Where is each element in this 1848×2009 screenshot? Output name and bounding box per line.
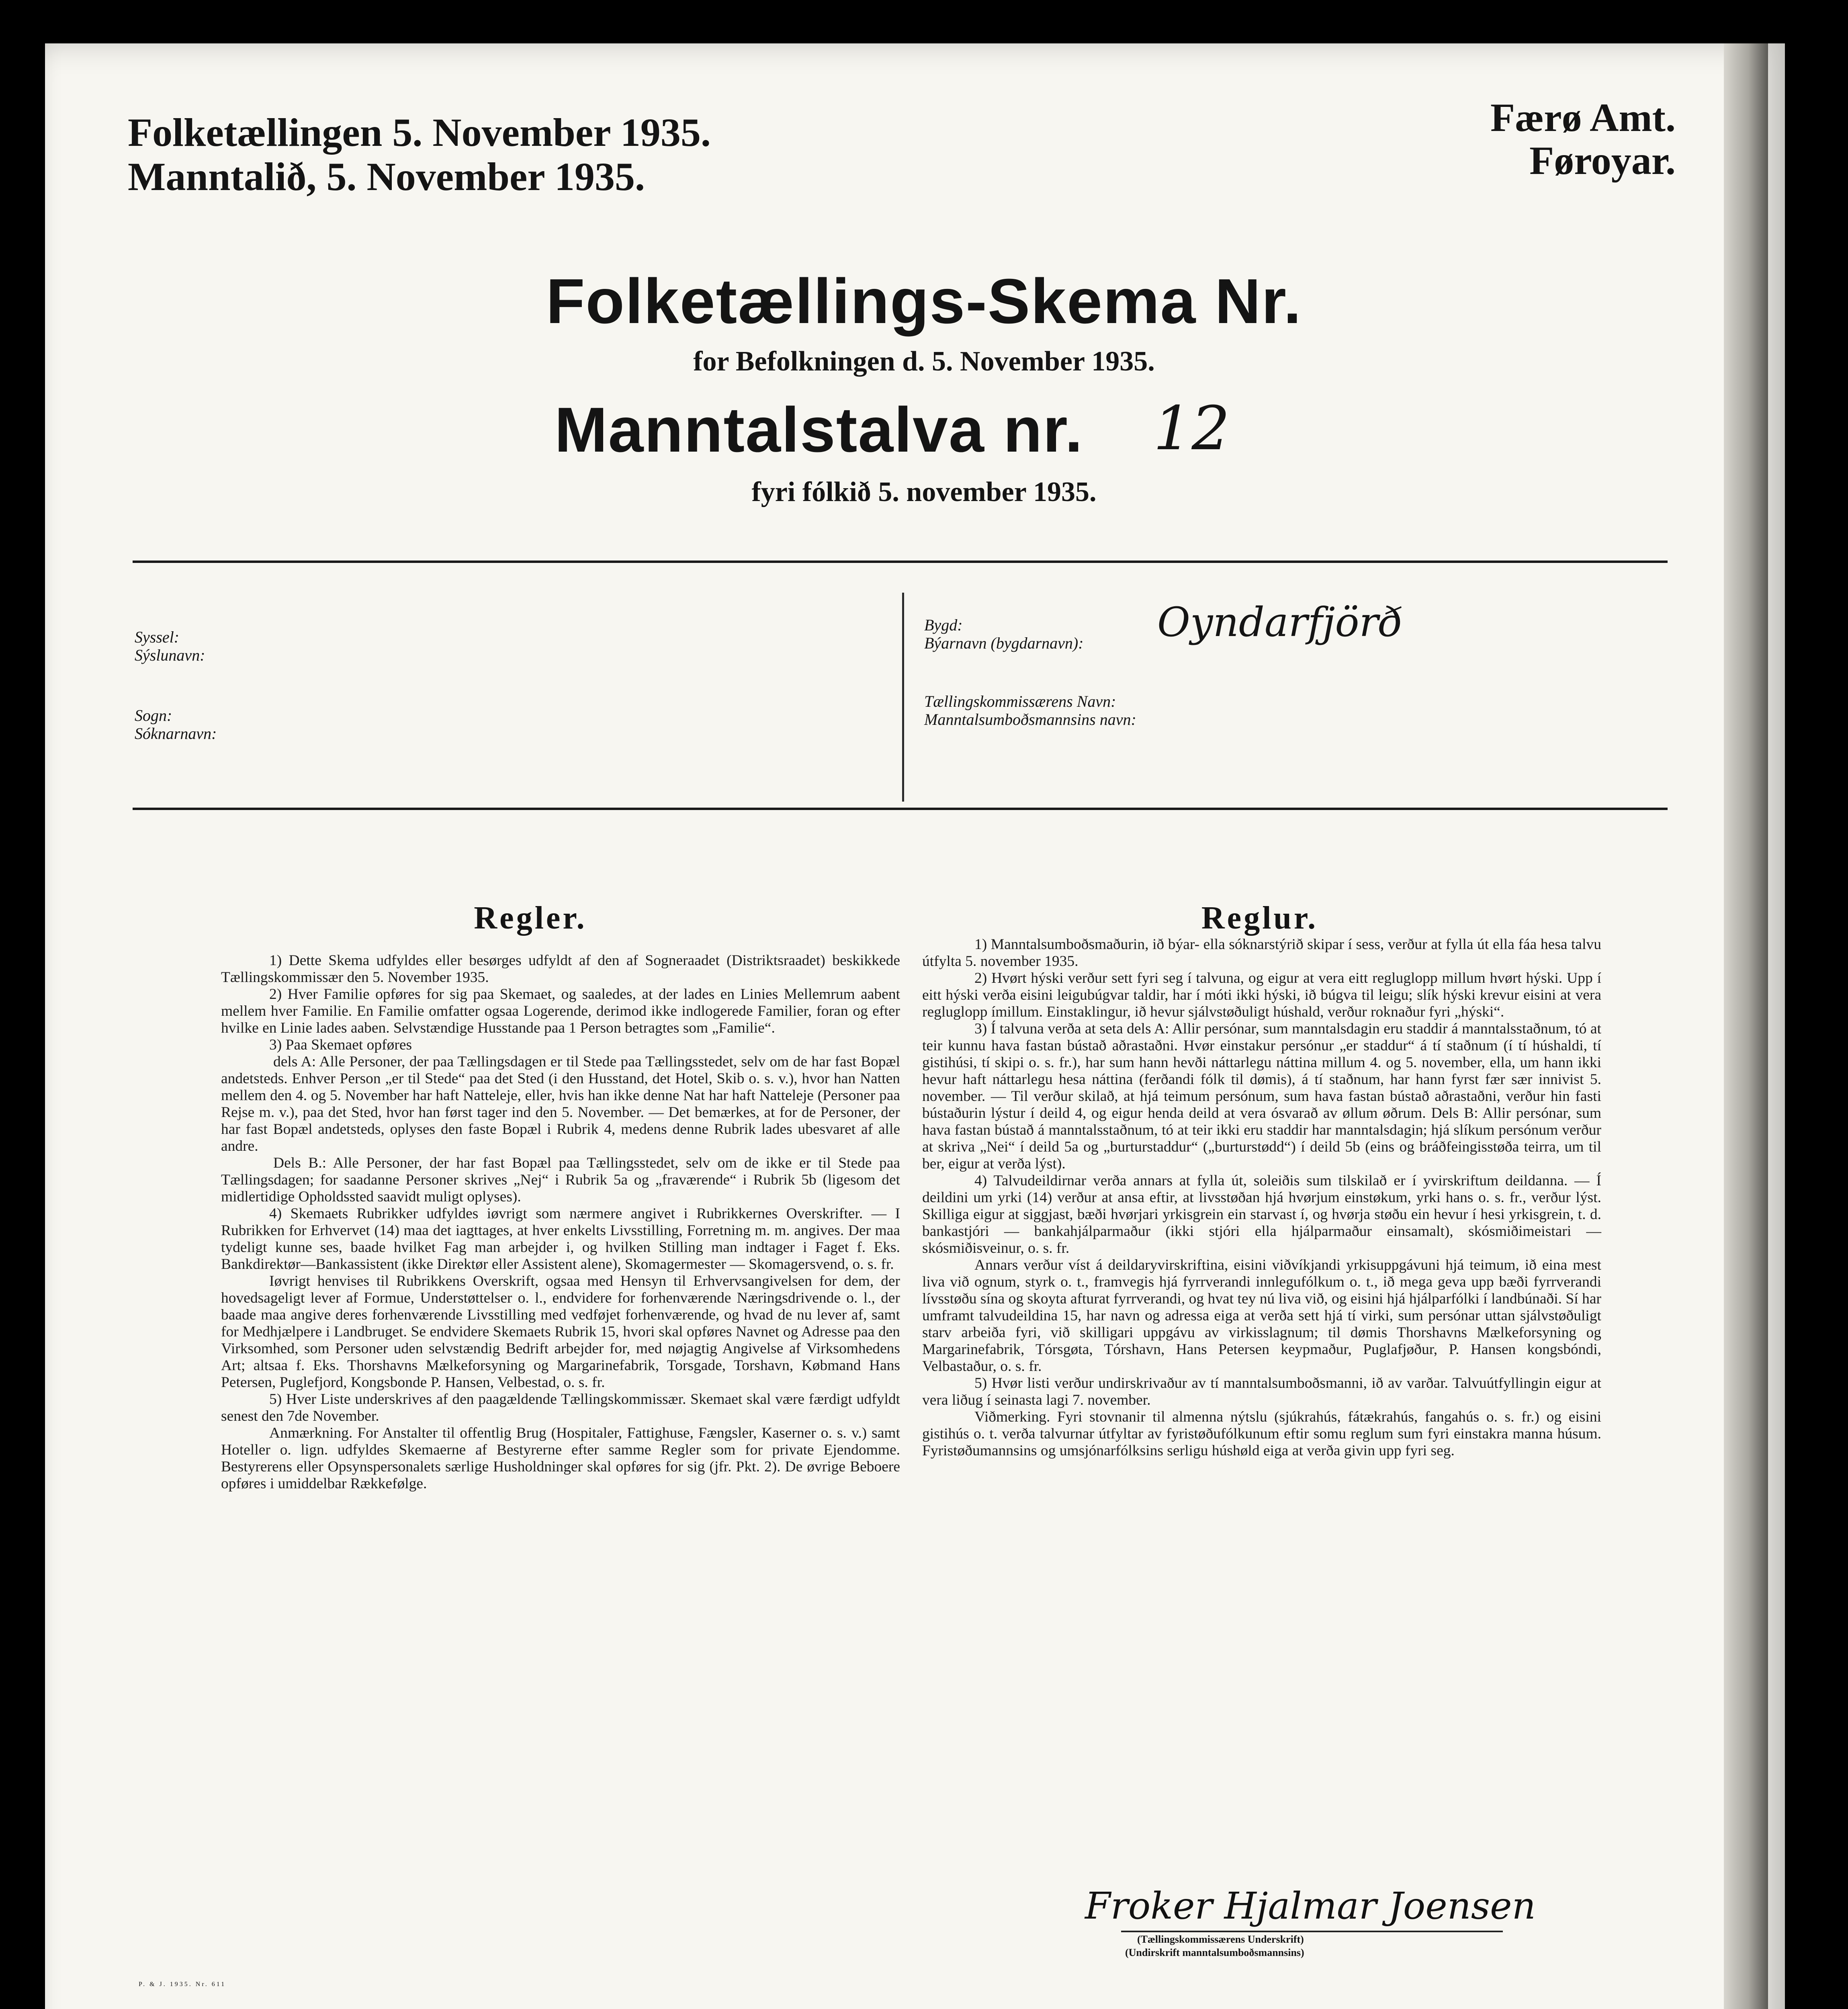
regler-paragraph: 3) Paa Skemaet opføres xyxy=(269,1037,412,1053)
sogn-label: Sogn: xyxy=(135,706,172,724)
field-divider xyxy=(902,593,904,802)
binding-edge xyxy=(1724,43,1768,2009)
header-left-line2: Manntalið, 5. November 1935. xyxy=(128,154,645,199)
form-title-faroese: Manntalstalva nr. xyxy=(555,395,1083,465)
reglur-body xyxy=(922,936,1601,1459)
form-subtitle-faroese: fyri fólkið 5. november 1935. xyxy=(751,477,1097,507)
printer-imprint: P. & J. 1935. Nr. 611 xyxy=(139,1981,226,1988)
bygd-value-handwritten: Oyndarfjörð xyxy=(1157,599,1403,646)
regler-heading: Regler. xyxy=(474,900,587,936)
reglur-paragraph: 4) Talvudeildirnar verða annars at fylla út, soleiðis sum tilskilað er í yvirskriftum deildanna. — Í deildini um yrki (14) verður at ansa eftir, at livsstøðan hjá hvørjum einstøkum, yrki hans o. s. fr., verður lýst. Skilliga eigur at siggjast, bæði hvørjari yrkisgrein ein starvast í, og hvørja støðu ein hevur í hesi yrkisgrein, t. d. bankastjóri — bankahjálparmaður (ikki stjóri ella hjálparmaður einsamalt), skósmiðimeistari — skósmiðisveinur, o. s. fr. xyxy=(922,1172,1601,1256)
header-left-line1: Folketællingen 5. November 1935. xyxy=(128,110,711,155)
regler-paragraph: 5) Hver Liste underskrives af den paagældende Tællingskommissær. Skemaet skal være færdigt udfyldt senest den 7de November. xyxy=(221,1391,900,1424)
regler-paragraph: Iøvrigt henvises til Rubrikkens Overskrift, ogsaa med Hensyn til Erhvervsangivelsen for dem, der hovedsageligt lever af Formue, Understøttelser o. l., endvidere for forhenværende Næringsdrivende o. l., der baade maa angive deres forhenværende Livsstilling med vedføjet forhenværende, og hvad de nu lever af, samt for Medhjælpere i Landbruget. Se endvidere Skemaets Rubrik 15, hvori skal opføres Navnet og Adresse paa den Virksomhed, som Personer uden selvstændig Bedrift arbejder for, med nøjagtig Angivelse af Virksomhedens Art; altsaa f. Eks. Thorshavns Mælkeforsyning og Margarinefabrik, Torsgade, Torshavn, Købmand Hans Petersen, Puglefjord, Kongsbonde P. Hansen, Velbestad, o. s. fr. xyxy=(221,1273,900,1391)
syssel-label: Syssel: xyxy=(135,628,180,646)
reglur-paragraph: 3) Í talvuna verða at seta dels A: Allir persónar, sum manntalsdagin eru staddir á manntalsstaðnum, tó at teir kunnu hava fastan bústað aðrastaðni. Hvør einstakur persónur „er staddur“ á tí staðnum (í tí húshaldi, tí gistihúsi, tí skipi o. s. fr.), har sum hann hevði náttarlegu náttina millum 4. og 5. november, ella, um hann ikki hevur haft náttarlegu hesa náttina (ferðandi fólk til dømis), á tí staðnum, har hann fyrst fær sær innivist 5. november. — Til verður skilað, at hjá teimum persónum, sum hava fastan bústað aðrastaðni, verður hin fasti bústaðurin lýstur í deild 4, og eigur henda deild at vera ósvarað av øllum øðrum. Dels B: Allir persónar, sum hava fastan bústað á manntalsstaðnum, tó at teir ikki eru staddir har manntalsdagin; hjá slíkum persónum verður at skriva „Nei“ í deild 5a og „burturstaddur“ („burturstødd“) í deild 5b (eins og bráðfeingisstøða teirra, um til ber, eigur at verða lýst). xyxy=(922,1021,1601,1172)
regler-paragraph: Dels B.: Alle Personer, der har fast Bopæl paa Tællingsstedet, selv om de ikke er til Stede paa Tællingsdagen; for saadanne Personer skrives „Nej“ i Rubrik 5a og „fraværende“ i Rubrik 5b (ligesom det midlertidige Opholdssted saavidt muligt oplyses). xyxy=(221,1155,900,1205)
bottom-rule xyxy=(133,808,1668,810)
regler-paragraph: Anmærkning. For Anstalter til offentlig Brug (Hospitaler, Fattighuse, Fængsler, Kaserner o. s. v.) samt Hoteller o. lign. udfyldes Skemaerne af Bestyrerne efter samme Regler som for private Ejendomme. Bestyrerens eller Opsynspersonalets særlige Husholdninger skal opføres for sig (jfr. Pkt. 2). De øvrige Beboere opføres i umiddelbar Rækkefølge. xyxy=(221,1425,900,1492)
bygd-label: Bygd: xyxy=(924,616,963,634)
signature-caption-danish: (Tællingskommissærens Underskrift) xyxy=(1137,1933,1304,1945)
signature-handwritten: Froker Hjalmar Joensen xyxy=(1085,1884,1536,1927)
regler-paragraph: dels A: Alle Personer, der paa Tællingsdagen er til Stede paa Tællingsstedet, selv om de har fast Bopæl andetsteds. Enhver Person „er til Stede“ paa det Sted (i den Husstand, det Hotel, Skib o. s. v.), hvor han Natten mellem den 4. og 5. November har haft Natteleje, eller, hvis han ikke denne Nat har haft Natteleje (Personer paa Rejse m. v.), paa det Sted, hvor han først tager ind den 5. November. — Det bemærkes, at for de Personer, der har fast Bopæl andetsteds, oplyses den faste Bopæl i Rubrik 4, medens denne Rubrik lades ubesvaret af alle andre. xyxy=(221,1054,900,1154)
regler-body xyxy=(221,952,900,1492)
reglur-paragraph: Viðmerking. Fyri stovnanir til almenna nýtslu (sjúkrahús, fátækrahús, fangahús o. s. fr.) og eisini gistihús o. t. verða talvurnar útfyltar av fyristøðufólkunum eftir somu reglum sum fyri einstakra manna húsum. Fyristøðumannsins og umsjónarfólksins serligu húshøld eiga at verða givin upp fyri seg. xyxy=(922,1409,1601,1459)
form-title-danish: Folketællings-Skema Nr. xyxy=(546,266,1302,337)
regler-paragraph: 2) Hver Familie opføres for sig paa Skemaet, og saaledes, at der lades en Linies Mellemrum aabent mellem hver Familie. En Familie omfatter ogsaa Logerende, derimod ikke indlogerede Familier, foran og efter hvilke en Linie lades aaben. Selvstændige Husstande paa 1 Person betragtes som „Familie“. xyxy=(221,986,900,1036)
reglur-heading: Reglur. xyxy=(1201,900,1318,936)
soknarnavn-label: Sóknarnavn: xyxy=(135,724,217,743)
top-rule xyxy=(133,561,1668,563)
syslunavn-label: Sýslunavn: xyxy=(135,646,205,664)
umbodsmann-label: Manntalsumboðsmannsins navn: xyxy=(924,710,1136,728)
regler-paragraph: 1) Dette Skema udfyldes eller besørges udfyldt af den af Sogneraadet (Distriktsraadet) beskikkede Tællingskommissær den 5. November 1935. xyxy=(221,952,900,986)
header-right-line2: Føroyar. xyxy=(1529,138,1676,183)
regler-paragraph: 4) Skemaets Rubrikker udfyldes iøvrigt som nærmere angivet i Rubrikkernes Overskrifter. — I Rubrikken for Erhvervet (14) maa det iagttages, at hver enkelts Livsstilling, Forretning m. m. angives. Der maa tydeligt kunne ses, baade hvilket Fag man arbejder i, og hvilken Stilling man indtager i Faget f. Eks. Bankdirektør—Bankassistent (ikke Direktør eller Assistent alene), Skomagermester — Skomagersvend, o. s. fr. xyxy=(221,1205,900,1273)
reglur-paragraph: 5) Hvør listi verður undirskrivaður av tí manntalsumboðsmanni, ið av varðar. Talvuútfyllingin eigur at vera liðug í seinasta lagi 7. november. xyxy=(922,1375,1601,1408)
signature-caption-faroese: (Undirskrift manntalsumboðsmannsins) xyxy=(1125,1947,1304,1958)
header-right-line1: Færø Amt. xyxy=(1490,95,1676,140)
kommissaer-label: Tællingskommissærens Navn: xyxy=(924,692,1116,710)
form-number-handwritten: 12 xyxy=(1153,394,1230,464)
reglur-paragraph: Annars verður víst á deildaryvirskriftina, eisini viðvíkjandi yrkisuppgávuni hjá teimum, ið eina mest liva við ognum, styrk o. t., framvegis hjá fyrrverandi innlegufólkum o. t., ið mega geva upp bæði fyrrverandi lívsstøðu sína og skoyta afturat fyrrverandi, og hvat tey nú liva við, og eisini hjá hjálparfólki í landbúnaði. Sí har umframt talvudeildina 15, har navn og adressa eiga at verða sett hjá tí virki, sum persónar uttan sjálvstøðuligt starv arbeiða fyri, við skilligari uppgávu av virkisslagnum; til dømis Thorshavns Mælkeforsyning og Margarinefabrik, Tórsgøta, Tórshavn, Hans Petersen keypmaður, Puglafjøður, P. Hansen kongsbóndi, Velbastaður, o. s. fr. xyxy=(922,1257,1601,1375)
reglur-paragraph: 2) Hvørt hýski verður sett fyri seg í talvuna, og eigur at vera eitt regluglopp millum hvørt hýski. Upp í eitt hýski verða eisini leigubúgvar taldir, har í móti ikki hýski, ið búgva til leigu; slík hýski krevur eisini at vera regluglopp ímillum. Einstaklingur, ið hevur sjálvstøðuligt húshald, verður roknaður fyri „hýski“. xyxy=(922,970,1601,1020)
signature-line xyxy=(1121,1931,1503,1932)
reglur-paragraph: 1) Manntalsumboðsmaðurin, ið býar- ella sóknarstýrið skipar í sess, verður at fylla út ella fáa hesa talvu útfylta 5. november 1935. xyxy=(922,936,1601,970)
byarnavn-label: Býarnavn (bygdarnavn): xyxy=(924,634,1084,652)
form-subtitle-danish: for Befolkningen d. 5. November 1935. xyxy=(693,346,1155,377)
